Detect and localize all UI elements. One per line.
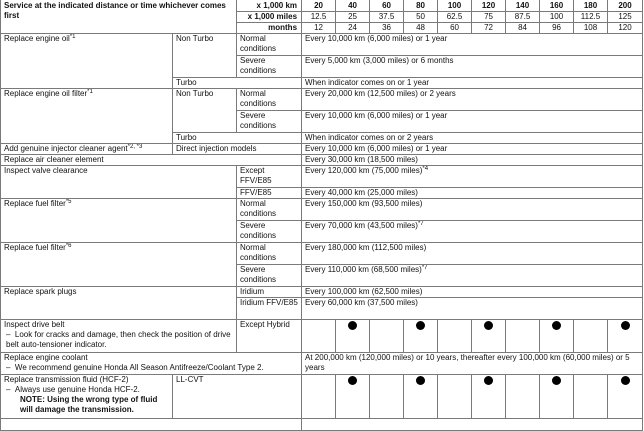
item-label: Add genuine injector cleaner agent — [4, 144, 128, 153]
item-label: Inspect drive belt — [4, 320, 65, 329]
interval-text: Every 100,000 km (62,500 miles) — [302, 287, 643, 298]
item-label: Replace engine coolant — [4, 353, 88, 362]
item-injector-cleaner — [1, 144, 173, 155]
note-text: Always use genuine Honda HCF-2. — [14, 385, 140, 394]
item-drive-belt — [1, 320, 237, 353]
item-engine-coolant — [1, 353, 302, 375]
footnote-ref: *1 — [69, 34, 76, 40]
interval-text: At 200,000 km (120,000 miles) or 10 years, thereafter every 100,000 km (60,000 miles) or 5 years — [302, 353, 643, 375]
miles-value: 37.5 — [370, 12, 404, 23]
table-row — [1, 166, 643, 188]
interval-text: Every 150,000 km (93,500 miles) — [302, 199, 643, 221]
header-row-km — [1, 1, 643, 12]
months-value: 48 — [404, 23, 438, 34]
condition-label: Normal conditions — [237, 199, 302, 221]
engine-type: Turbo — [173, 133, 302, 144]
condition-label: Normal conditions — [237, 34, 302, 56]
schedule-cell — [438, 320, 472, 353]
service-dot-icon — [416, 376, 425, 385]
km-value: 140 — [506, 1, 540, 12]
item-label: Replace engine oil — [4, 34, 70, 43]
schedule-cell — [506, 320, 540, 353]
header-title: Service at the indicated distance or time whichever comes first — [1, 1, 237, 34]
schedule-cell — [370, 320, 404, 353]
table-row — [1, 375, 643, 419]
footnote-ref: *5 — [65, 199, 72, 205]
months-value: 36 — [370, 23, 404, 34]
miles-value: 112.5 — [574, 12, 608, 23]
schedule-cell — [370, 375, 404, 419]
service-dot-icon — [552, 321, 561, 330]
item-transmission-fluid — [1, 375, 173, 419]
condition-label: Severe conditions — [237, 221, 302, 243]
km-value: 20 — [302, 1, 336, 12]
table-row — [1, 320, 643, 353]
footnote-ref: *7 — [421, 265, 428, 271]
miles-value: 100 — [540, 12, 574, 23]
item-label: Replace engine oil filter — [4, 89, 88, 98]
footnote-ref: *1 — [87, 89, 93, 95]
item-fuel-filter — [1, 199, 237, 243]
miles-label: x 1,000 miles — [237, 12, 302, 23]
service-dot-icon — [348, 321, 357, 330]
table-row — [1, 199, 643, 221]
footnote-ref: *6 — [65, 243, 72, 249]
service-dot-icon — [621, 376, 630, 385]
table-row — [1, 419, 643, 431]
condition-label: Normal conditions — [237, 243, 302, 265]
note-text: Look for cracks and damage, then check the position of drive belt auto-tensioner indicator. — [6, 330, 231, 349]
km-value: 80 — [404, 1, 438, 12]
miles-value: 50 — [404, 12, 438, 23]
interval-text — [302, 166, 643, 188]
interval-value: Every 120,000 km (75,000 miles) — [305, 166, 423, 175]
schedule-cell — [608, 375, 643, 419]
km-value: 120 — [472, 1, 506, 12]
schedule-cell — [472, 320, 506, 353]
footnote-ref: *4 — [422, 166, 429, 172]
item-air-cleaner: Replace air cleaner element — [1, 155, 302, 166]
table-row — [1, 89, 643, 111]
months-value: 84 — [506, 23, 540, 34]
condition-label: Severe conditions — [237, 111, 302, 133]
table-row — [1, 155, 643, 166]
item-cut-off — [1, 419, 302, 431]
engine-type: Turbo — [173, 78, 302, 89]
schedule-cell — [438, 375, 472, 419]
item-note — [4, 363, 298, 373]
warning-text: NOTE: Using the wrong type of fluid will damage the transmission. — [20, 395, 158, 414]
dash-marker: – — [6, 330, 11, 339]
item-label: Replace fuel filter — [4, 243, 66, 252]
miles-value: 125 — [608, 12, 643, 23]
schedule-cell — [472, 375, 506, 419]
condition-label: Iridium FFV/E85 — [237, 298, 302, 320]
months-value: 12 — [302, 23, 336, 34]
schedule-cell — [302, 320, 336, 353]
miles-value: 12.5 — [302, 12, 336, 23]
months-value: 24 — [336, 23, 370, 34]
condition-label: Iridium — [237, 287, 302, 298]
interval-text: Every 60,000 km (37,500 miles) — [302, 298, 643, 320]
item-note — [4, 330, 233, 350]
schedule-cell — [336, 375, 370, 419]
schedule-cell — [574, 320, 608, 353]
condition-label: Severe conditions — [237, 56, 302, 78]
km-value: 200 — [608, 1, 643, 12]
interval-value: Every 110,000 km (68,500 miles) — [305, 265, 422, 274]
condition-label: Except Hybrid — [237, 320, 302, 353]
interval-text — [302, 419, 643, 431]
schedule-cell — [336, 320, 370, 353]
table-row — [1, 34, 643, 56]
item-engine-oil — [1, 34, 173, 89]
interval-text: Every 40,000 km (25,000 miles) — [302, 188, 643, 199]
months-label: months — [237, 23, 302, 34]
interval-text: Every 5,000 km (3,000 miles) or 6 months — [302, 56, 643, 78]
table-row — [1, 353, 643, 375]
item-label: Replace transmission fluid (HCF-2) — [4, 375, 129, 384]
service-dot-icon — [348, 376, 357, 385]
table-row — [1, 144, 643, 155]
miles-value: 25 — [336, 12, 370, 23]
interval-text: Every 20,000 km (12,500 miles) or 2 years — [302, 89, 643, 111]
condition-label: Except FFV/E85 — [237, 166, 302, 188]
item-note — [4, 385, 169, 395]
condition-label: Normal conditions — [237, 89, 302, 111]
interval-text: Every 30,000 km (18,500 miles) — [302, 155, 643, 166]
schedule-cell — [540, 375, 574, 419]
table-row — [1, 287, 643, 298]
km-value: 180 — [574, 1, 608, 12]
service-dot-icon — [484, 376, 493, 385]
interval-text: Every 180,000 km (112,500 miles) — [302, 243, 643, 265]
condition-label: Direct injection models — [173, 144, 302, 155]
interval-text — [302, 265, 643, 287]
months-value: 60 — [438, 23, 472, 34]
schedule-cell — [506, 375, 540, 419]
schedule-cell — [608, 320, 643, 353]
interval-text: When indicator comes on or 2 years — [302, 133, 643, 144]
interval-text: When indicator comes on or 1 year — [302, 78, 643, 89]
dash-marker: – — [6, 385, 11, 394]
km-value: 60 — [370, 1, 404, 12]
miles-value: 75 — [472, 12, 506, 23]
schedule-cell — [404, 320, 438, 353]
schedule-cell — [540, 320, 574, 353]
service-dot-icon — [621, 321, 630, 330]
engine-type: Non Turbo — [173, 89, 237, 133]
item-label: Replace fuel filter — [4, 199, 66, 208]
item-oil-filter — [1, 89, 173, 144]
condition-label: LL-CVT — [173, 375, 302, 419]
interval-text: Every 10,000 km (6,000 miles) or 1 year — [302, 144, 643, 155]
schedule-cell — [574, 375, 608, 419]
miles-value: 87.5 — [506, 12, 540, 23]
item-spark-plugs: Replace spark plugs — [1, 287, 237, 320]
service-dot-icon — [552, 376, 561, 385]
engine-type: Non Turbo — [173, 34, 237, 78]
dash-marker: – — [6, 363, 11, 372]
item-fuel-filter — [1, 243, 237, 287]
table-row — [1, 243, 643, 265]
km-value: 40 — [336, 1, 370, 12]
interval-text — [302, 221, 643, 243]
km-label: x 1,000 km — [237, 1, 302, 12]
service-dot-icon — [416, 321, 425, 330]
schedule-cell — [404, 375, 438, 419]
interval-value: Every 70,000 km (43,500 miles) — [305, 221, 418, 230]
schedule-cell — [302, 375, 336, 419]
service-dot-icon — [484, 321, 493, 330]
condition-label: Severe conditions — [237, 265, 302, 287]
miles-value: 62.5 — [438, 12, 472, 23]
interval-text: Every 10,000 km (6,000 miles) or 1 year — [302, 111, 643, 133]
interval-text: Every 10,000 km (6,000 miles) or 1 year — [302, 34, 643, 56]
footnote-ref: *7 — [417, 221, 424, 227]
km-value: 160 — [540, 1, 574, 12]
footnote-ref: *2, *3 — [127, 144, 143, 150]
months-value: 72 — [472, 23, 506, 34]
condition-label: FFV/E85 — [237, 188, 302, 199]
months-value: 120 — [608, 23, 643, 34]
item-valve-clearance: Inspect valve clearance — [1, 166, 237, 199]
months-value: 96 — [540, 23, 574, 34]
months-value: 108 — [574, 23, 608, 34]
km-value: 100 — [438, 1, 472, 12]
note-text: We recommend genuine Honda All Season Antifreeze/Coolant Type 2. — [14, 363, 264, 372]
